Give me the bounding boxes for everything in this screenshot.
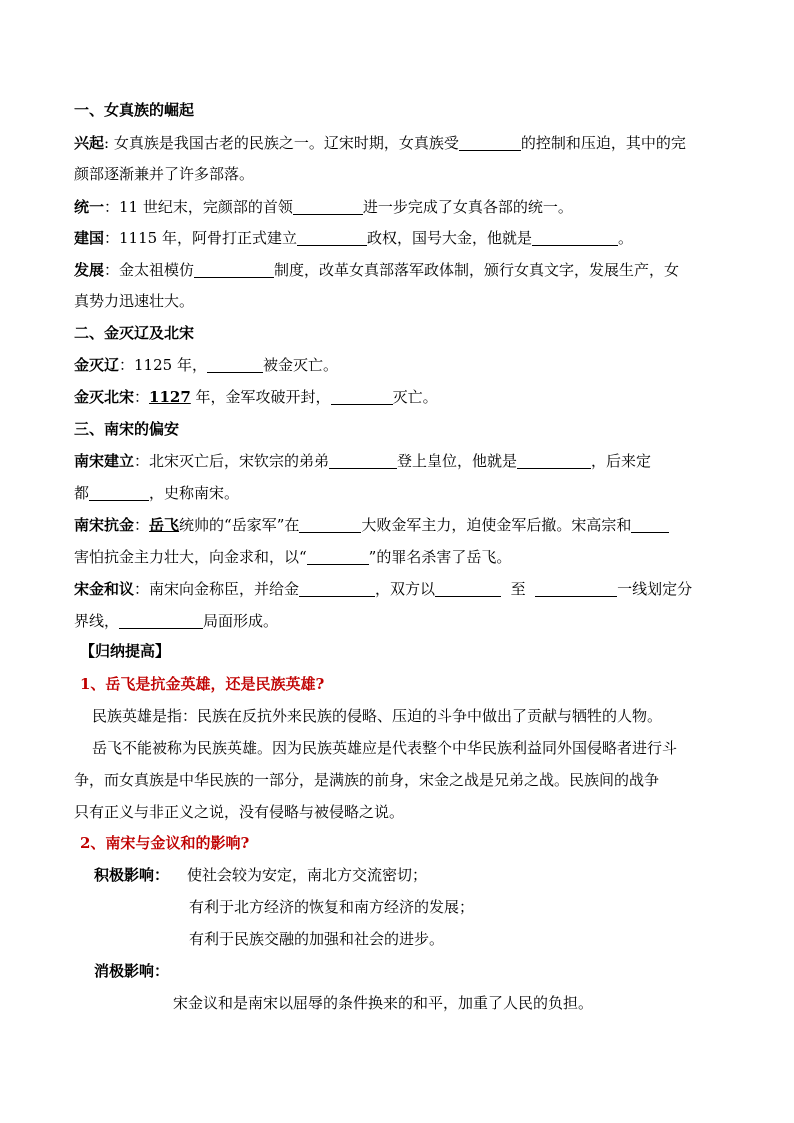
- blank-7[interactable]: [331, 388, 393, 405]
- peace-text-f: 局面形成。: [203, 612, 279, 630]
- rise-text-a: : 女真族是我国古老的民族之一。辽宋时期，女真族受: [104, 134, 459, 152]
- found-text-c: 。: [617, 229, 633, 247]
- blank-11[interactable]: [299, 516, 361, 533]
- found-text-a: ：1115 年，阿骨打正式建立: [104, 229, 297, 247]
- blank-9[interactable]: [517, 452, 591, 469]
- song-label: 金灭北宋: [74, 388, 135, 406]
- song-line: [74, 387, 438, 407]
- liao-text-a: ：1125 年，: [119, 356, 207, 374]
- peace-text-a: ：南宋向金称臣，并给金: [134, 580, 300, 598]
- dev-line-2: 真势力迅速壮大。: [74, 292, 195, 310]
- positive-2: 有利于北方经济的恢复和南方经济的发展；: [189, 898, 475, 916]
- positive-line-1: [94, 865, 427, 885]
- blank-2[interactable]: [293, 198, 363, 215]
- peace-text-e: 界线，: [74, 612, 120, 630]
- blank-6[interactable]: [207, 356, 263, 373]
- unify-label: 统一: [74, 198, 105, 216]
- blank-10[interactable]: [89, 484, 149, 501]
- blank-14[interactable]: [299, 580, 375, 597]
- found-label: 建国: [74, 229, 105, 247]
- dev-line-1: [74, 260, 679, 280]
- rise-text-b: 的控制和压迫，其中的完: [520, 134, 686, 152]
- blank-3[interactable]: [297, 229, 367, 246]
- res-line-1: [74, 515, 669, 535]
- liao-text-b: 被金灭亡。: [262, 356, 338, 374]
- negative-1: 宋金议和是南宋以屈辱的条件换来的和平，加重了人民的负担。: [173, 994, 594, 1012]
- peace-line-2: [74, 611, 278, 631]
- res-name: 岳飞: [149, 516, 180, 534]
- res-text-d: 害怕抗金主力壮大，向金求和，以“: [74, 548, 307, 566]
- unify-text-b: 进一步完成了女真各部的统一。: [362, 198, 573, 216]
- res-line-2: [74, 547, 511, 567]
- dev-text-b: 制度，改革女真部落军政体制，颁行女真文字，发展生产，女: [274, 261, 680, 279]
- q1-answer-line-1: 岳飞不能被称为民族英雄。因为民族英雄应是代表整个中华民族利益同外国侵略者进行斗: [92, 739, 678, 757]
- res-label: 南宋抗金: [74, 516, 135, 534]
- est-text-e: ，史称南宋。: [149, 484, 240, 502]
- section-3-title: 三、南宋的偏安: [74, 420, 180, 438]
- section-2-title: 二、金灭辽及北宋: [74, 324, 195, 342]
- found-line: [74, 228, 633, 248]
- dev-text-a: ：金太祖模仿: [104, 261, 195, 279]
- blank-8[interactable]: [329, 452, 397, 469]
- est-text-c: ，后来定: [591, 452, 652, 470]
- blank-5[interactable]: [194, 261, 274, 278]
- peace-text-b: ，双方以: [375, 580, 436, 598]
- est-line-1: [74, 451, 651, 471]
- rise-line-1: [74, 133, 686, 153]
- found-text-b: 政权，国号大金，他就是: [366, 229, 532, 247]
- peace-line-1: [74, 579, 692, 599]
- question-1: 1、岳飞是抗金英雄，还是民族英雄?: [80, 675, 325, 693]
- blank-1[interactable]: [459, 134, 521, 151]
- rise-line-2: 颜部逐渐兼并了许多部落。: [74, 165, 255, 183]
- q1-answer-line-2: 争，而女真族是中华民族的一部分，是满族的前身，宋金之战是兄弟之战。民族间的战争: [74, 771, 660, 789]
- song-text-a: ：: [134, 388, 150, 406]
- song-year: 1127: [149, 388, 191, 406]
- song-text-c: 灭亡。: [392, 388, 438, 406]
- liao-label: 金灭辽: [74, 356, 120, 374]
- section-1-title: 一、女真族的崛起: [74, 101, 195, 119]
- q1-definition: 民族英雄是指：民族在反抗外来民族的侵略、压迫的斗争中做出了贡献与牺牲的人物。: [92, 707, 663, 725]
- peace-text-c: 至: [510, 580, 526, 598]
- blank-15[interactable]: [435, 580, 501, 597]
- peace-text-d: 一线划定分: [617, 580, 693, 598]
- positive-label: 积极影响：: [94, 866, 170, 884]
- song-text-b: 年，金军攻破开封，: [190, 388, 331, 406]
- est-text-a: ：北宋灭亡后，宋钦宗的弟弟: [134, 452, 330, 470]
- positive-3: 有利于民族交融的加强和社会的进步。: [189, 930, 445, 948]
- unify-line: [74, 197, 573, 217]
- res-text-b: 统帅的“岳家军”在: [179, 516, 300, 534]
- question-2: 2、南宋与金议和的影响?: [80, 834, 250, 852]
- rise-label: 兴起: [74, 134, 105, 152]
- liao-line: [74, 355, 338, 375]
- blank-17[interactable]: [119, 612, 203, 629]
- negative-label: 消极影响：: [94, 962, 170, 980]
- res-text-c: 大败金军主力，迫使金军后撤。宋高宗和: [361, 516, 632, 534]
- summary-title: 【归纳提高】: [80, 642, 171, 660]
- unify-text-a: ：11 世纪末，完颜部的首领: [104, 198, 293, 216]
- est-line-2: [74, 483, 239, 503]
- dev-label: 发展: [74, 261, 105, 279]
- blank-13[interactable]: [307, 548, 369, 565]
- blank-16[interactable]: [535, 580, 617, 597]
- est-label: 南宋建立: [74, 452, 135, 470]
- est-text-d: 都: [74, 484, 90, 502]
- q1-answer-line-3: 只有正义与非正义之说，没有侵略与被侵略之说。: [74, 803, 405, 821]
- blank-12[interactable]: [631, 516, 669, 533]
- est-text-b: 登上皇位，他就是: [397, 452, 518, 470]
- positive-1: 使社会较为安定，南北方交流密切；: [187, 866, 428, 884]
- peace-label: 宋金和议: [74, 580, 135, 598]
- blank-4[interactable]: [532, 229, 618, 246]
- res-text-a: ：: [134, 516, 150, 534]
- res-text-e: ”的罪名杀害了岳飞。: [368, 548, 512, 566]
